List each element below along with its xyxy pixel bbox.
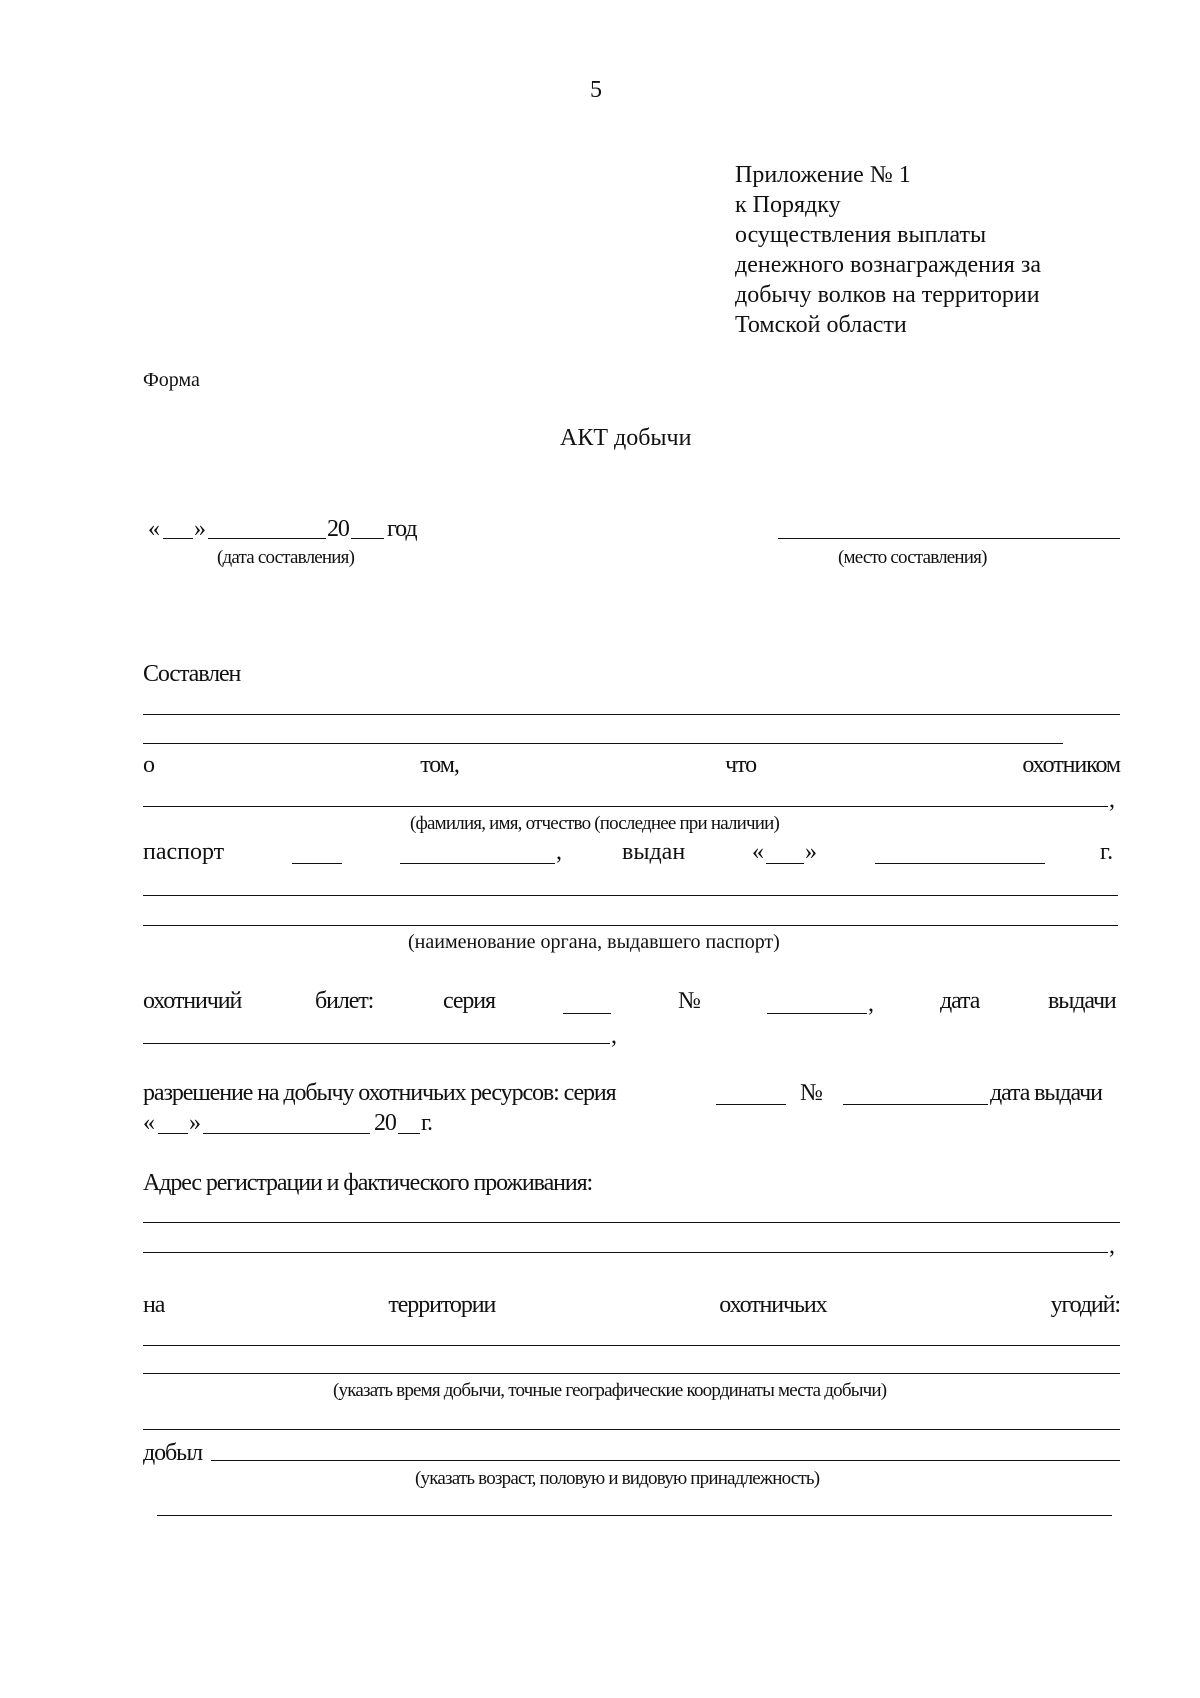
appendix-line: добычу волков на территории	[735, 282, 1040, 308]
ticket-word: билет:	[315, 988, 374, 1014]
composed-label: Составлен	[143, 661, 241, 687]
appendix-line: к Порядку	[735, 192, 841, 218]
about-word: что	[725, 752, 757, 778]
ticket-word: дата	[940, 988, 980, 1014]
about-row	[143, 752, 1120, 779]
passport-authority-line-2[interactable]	[143, 925, 1118, 926]
killed-line[interactable]	[211, 1460, 1120, 1461]
ticket-number-sign: №	[678, 988, 701, 1014]
permit-number-blank[interactable]	[843, 1104, 988, 1105]
permit-month-blank[interactable]	[203, 1133, 370, 1134]
ticket-word: серия	[443, 988, 495, 1014]
address-line-1[interactable]	[143, 1222, 1120, 1223]
place-caption: (место составления)	[838, 547, 987, 568]
territory-word: территории	[388, 1292, 496, 1318]
address-line-2[interactable]	[143, 1252, 1108, 1253]
territory-word: угодий:	[1050, 1292, 1120, 1318]
form-label: Форма	[143, 369, 200, 391]
permit-quote-open: «	[143, 1110, 154, 1136]
age-caption: (указать возраст, половую и видовую принадлежность)	[415, 1468, 820, 1489]
date-quote-close: »	[194, 516, 205, 542]
composed-line-2[interactable]	[143, 743, 1063, 744]
date-caption: (дата составления)	[217, 547, 355, 568]
permit-year-prefix: 20	[374, 1110, 396, 1136]
passport-day-blank[interactable]	[766, 863, 804, 864]
appendix-line: осуществления выплаты	[735, 222, 987, 248]
date-quote-open: «	[148, 516, 159, 542]
page-number: 5	[590, 77, 602, 103]
killed-line-2[interactable]	[157, 1515, 1112, 1516]
passport-authority-caption: (наименование органа, выдавшего паспорт)	[408, 931, 780, 953]
composed-line-1[interactable]	[143, 714, 1120, 715]
passport-label: паспорт	[143, 839, 225, 865]
ticket-word: выдачи	[1048, 988, 1116, 1014]
territory-line-2[interactable]	[143, 1373, 1120, 1374]
ticket-number-blank[interactable]	[767, 1013, 867, 1014]
year-suffix: год	[387, 516, 417, 542]
permit-series-blank[interactable]	[716, 1104, 786, 1105]
permit-day-blank[interactable]	[158, 1133, 188, 1134]
place-blank[interactable]	[778, 538, 1120, 539]
address-label: Адрес регистрации и фактического проживания:	[143, 1170, 593, 1196]
permit-text: разрешение на добычу охотничьих ресурсов: серия	[143, 1080, 616, 1106]
hunter-name-comma: ,	[1109, 787, 1115, 813]
permit-number-sign: №	[800, 1080, 823, 1106]
appendix-line: денежного вознаграждения за	[735, 252, 1041, 278]
ticket-series-blank[interactable]	[563, 1013, 611, 1014]
address-comma: ,	[1109, 1233, 1115, 1259]
permit-date-label: дата выдачи	[990, 1080, 1102, 1106]
passport-series-blank[interactable]	[292, 863, 342, 864]
passport-number-blank[interactable]	[400, 863, 555, 864]
permit-year-blank[interactable]	[398, 1133, 420, 1134]
appendix-block	[735, 160, 1041, 340]
fio-caption: (фамилия, имя, отчество (последнее при наличии)	[410, 813, 780, 834]
ticket-date-blank[interactable]	[143, 1043, 610, 1044]
territory-word: на	[143, 1292, 165, 1318]
passport-month-blank[interactable]	[875, 863, 1045, 864]
passport-quote-close: »	[805, 839, 817, 865]
permit-year-suffix: г.	[421, 1110, 432, 1136]
permit-quote-close: »	[189, 1110, 200, 1136]
ticket-word: охотничий	[143, 988, 242, 1014]
passport-authority-line-1[interactable]	[143, 895, 1118, 896]
year-blank[interactable]	[351, 538, 384, 539]
ticket-date-comma: ,	[611, 1023, 617, 1049]
passport-year-suffix: г.	[1100, 839, 1114, 865]
hunter-name-line[interactable]	[143, 806, 1108, 807]
passport-quote-open: «	[752, 839, 764, 865]
year-prefix: 20	[327, 516, 349, 542]
time-caption: (указать время добычи, точные географические координаты места добычи)	[333, 1380, 887, 1401]
about-word: охотником	[1022, 752, 1120, 778]
territory-word: охотничьих	[719, 1292, 827, 1318]
day-blank[interactable]	[163, 538, 193, 539]
month-blank[interactable]	[208, 538, 326, 539]
time-line[interactable]	[143, 1429, 1120, 1430]
appendix-line: Томской области	[735, 312, 907, 338]
passport-issued-label: выдан	[622, 839, 686, 865]
appendix-line: Приложение № 1	[735, 162, 911, 188]
territory-row	[143, 1292, 1120, 1319]
killed-label: добыл	[143, 1440, 203, 1466]
document-title: АКТ добычи	[560, 425, 692, 451]
passport-comma: ,	[556, 839, 562, 865]
about-word: о	[143, 752, 154, 778]
ticket-comma: ,	[868, 991, 874, 1017]
about-word: том,	[420, 752, 459, 778]
territory-line-1[interactable]	[143, 1345, 1120, 1346]
